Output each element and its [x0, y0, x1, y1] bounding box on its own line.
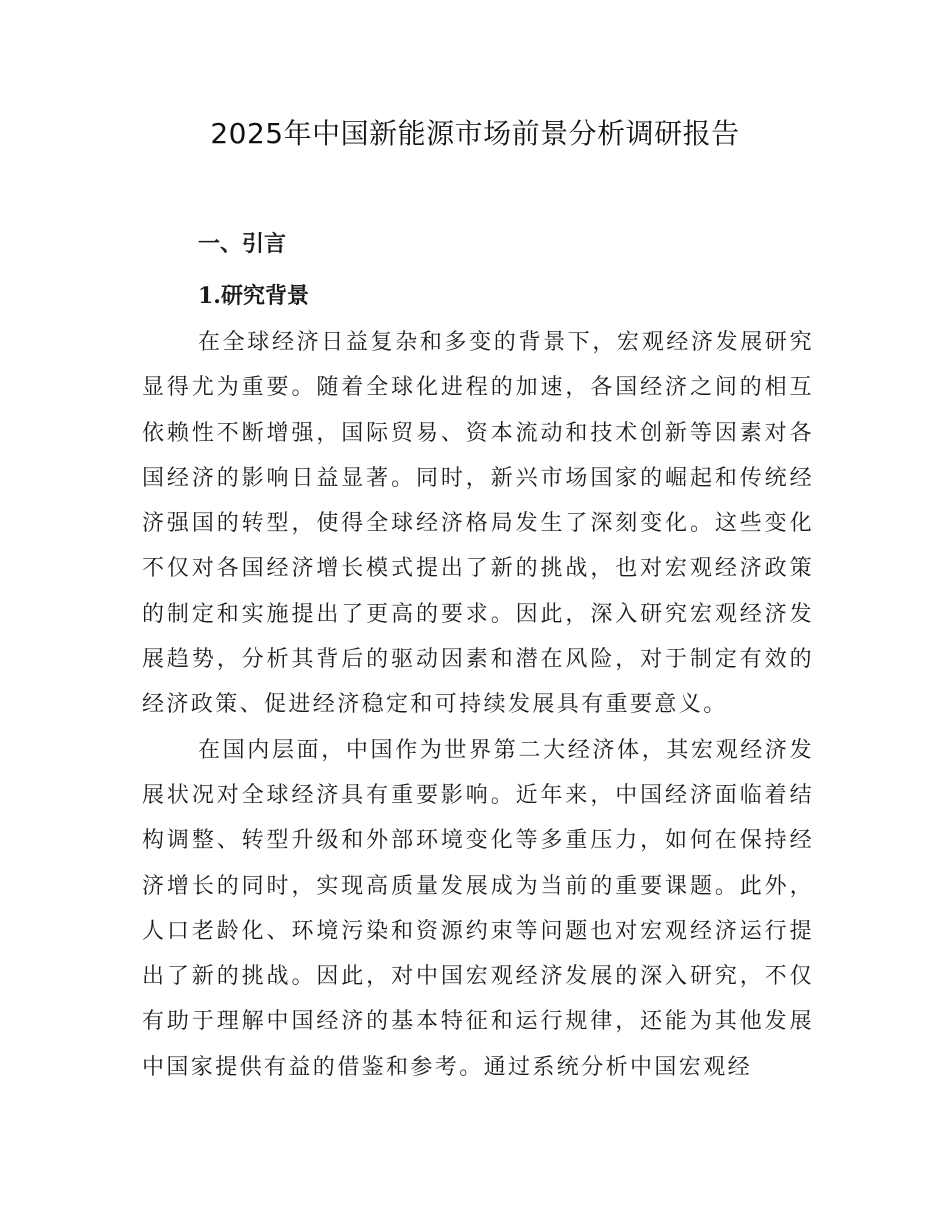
- paragraph: 在国内层面，中国作为世界第二大经济体，其宏观经济发展状况对全球经济具有重要影响。近年来，中国经济面临着结构调整、转型升级和外部环境变化等多重压力，如何在保持经济增长的同时，实现高质量发展成为当前的重要课题。此外，人口老龄化、环境污染和资源约束等问题也对宏观经济运行提出了新的挑战。因此，对中国宏观经济发展的深入研究，不仅有助于理解中国经济的基本特征和运行规律，还能为其他发展中国家提供有益的借鉴和参考。通过系统分析中国宏观经: [142, 737, 814, 1080]
- subsection-heading: 1.研究背景: [198, 283, 309, 309]
- paragraph: 在全球经济日益复杂和多变的背景下，宏观经济发展研究显得尤为重要。随着全球化进程的加速，各国经济之间的相互依赖性不断增强，国际贸易、资本流动和技术创新等因素对各国经济的影响日益显著。同时，新兴市场国家的崛起和传统经济强国的转型，使得全球经济格局发生了深刻变化。这些变化不仅对各国经济增长模式提出了新的挑战，也对宏观经济政策的制定和实施提出了更高的要求。因此，深入研究宏观经济发展趋势，分析其背后的驱动因素和潜在风险，对于制定有效的经济政策、促进经济稳定和可持续发展具有重要意义。: [142, 330, 814, 718]
- document-body: [142, 226, 814, 1090]
- section-heading: 一、引言: [198, 232, 287, 257]
- document-title: 2025年中国新能源市场前景分析调研报告: [210, 117, 740, 150]
